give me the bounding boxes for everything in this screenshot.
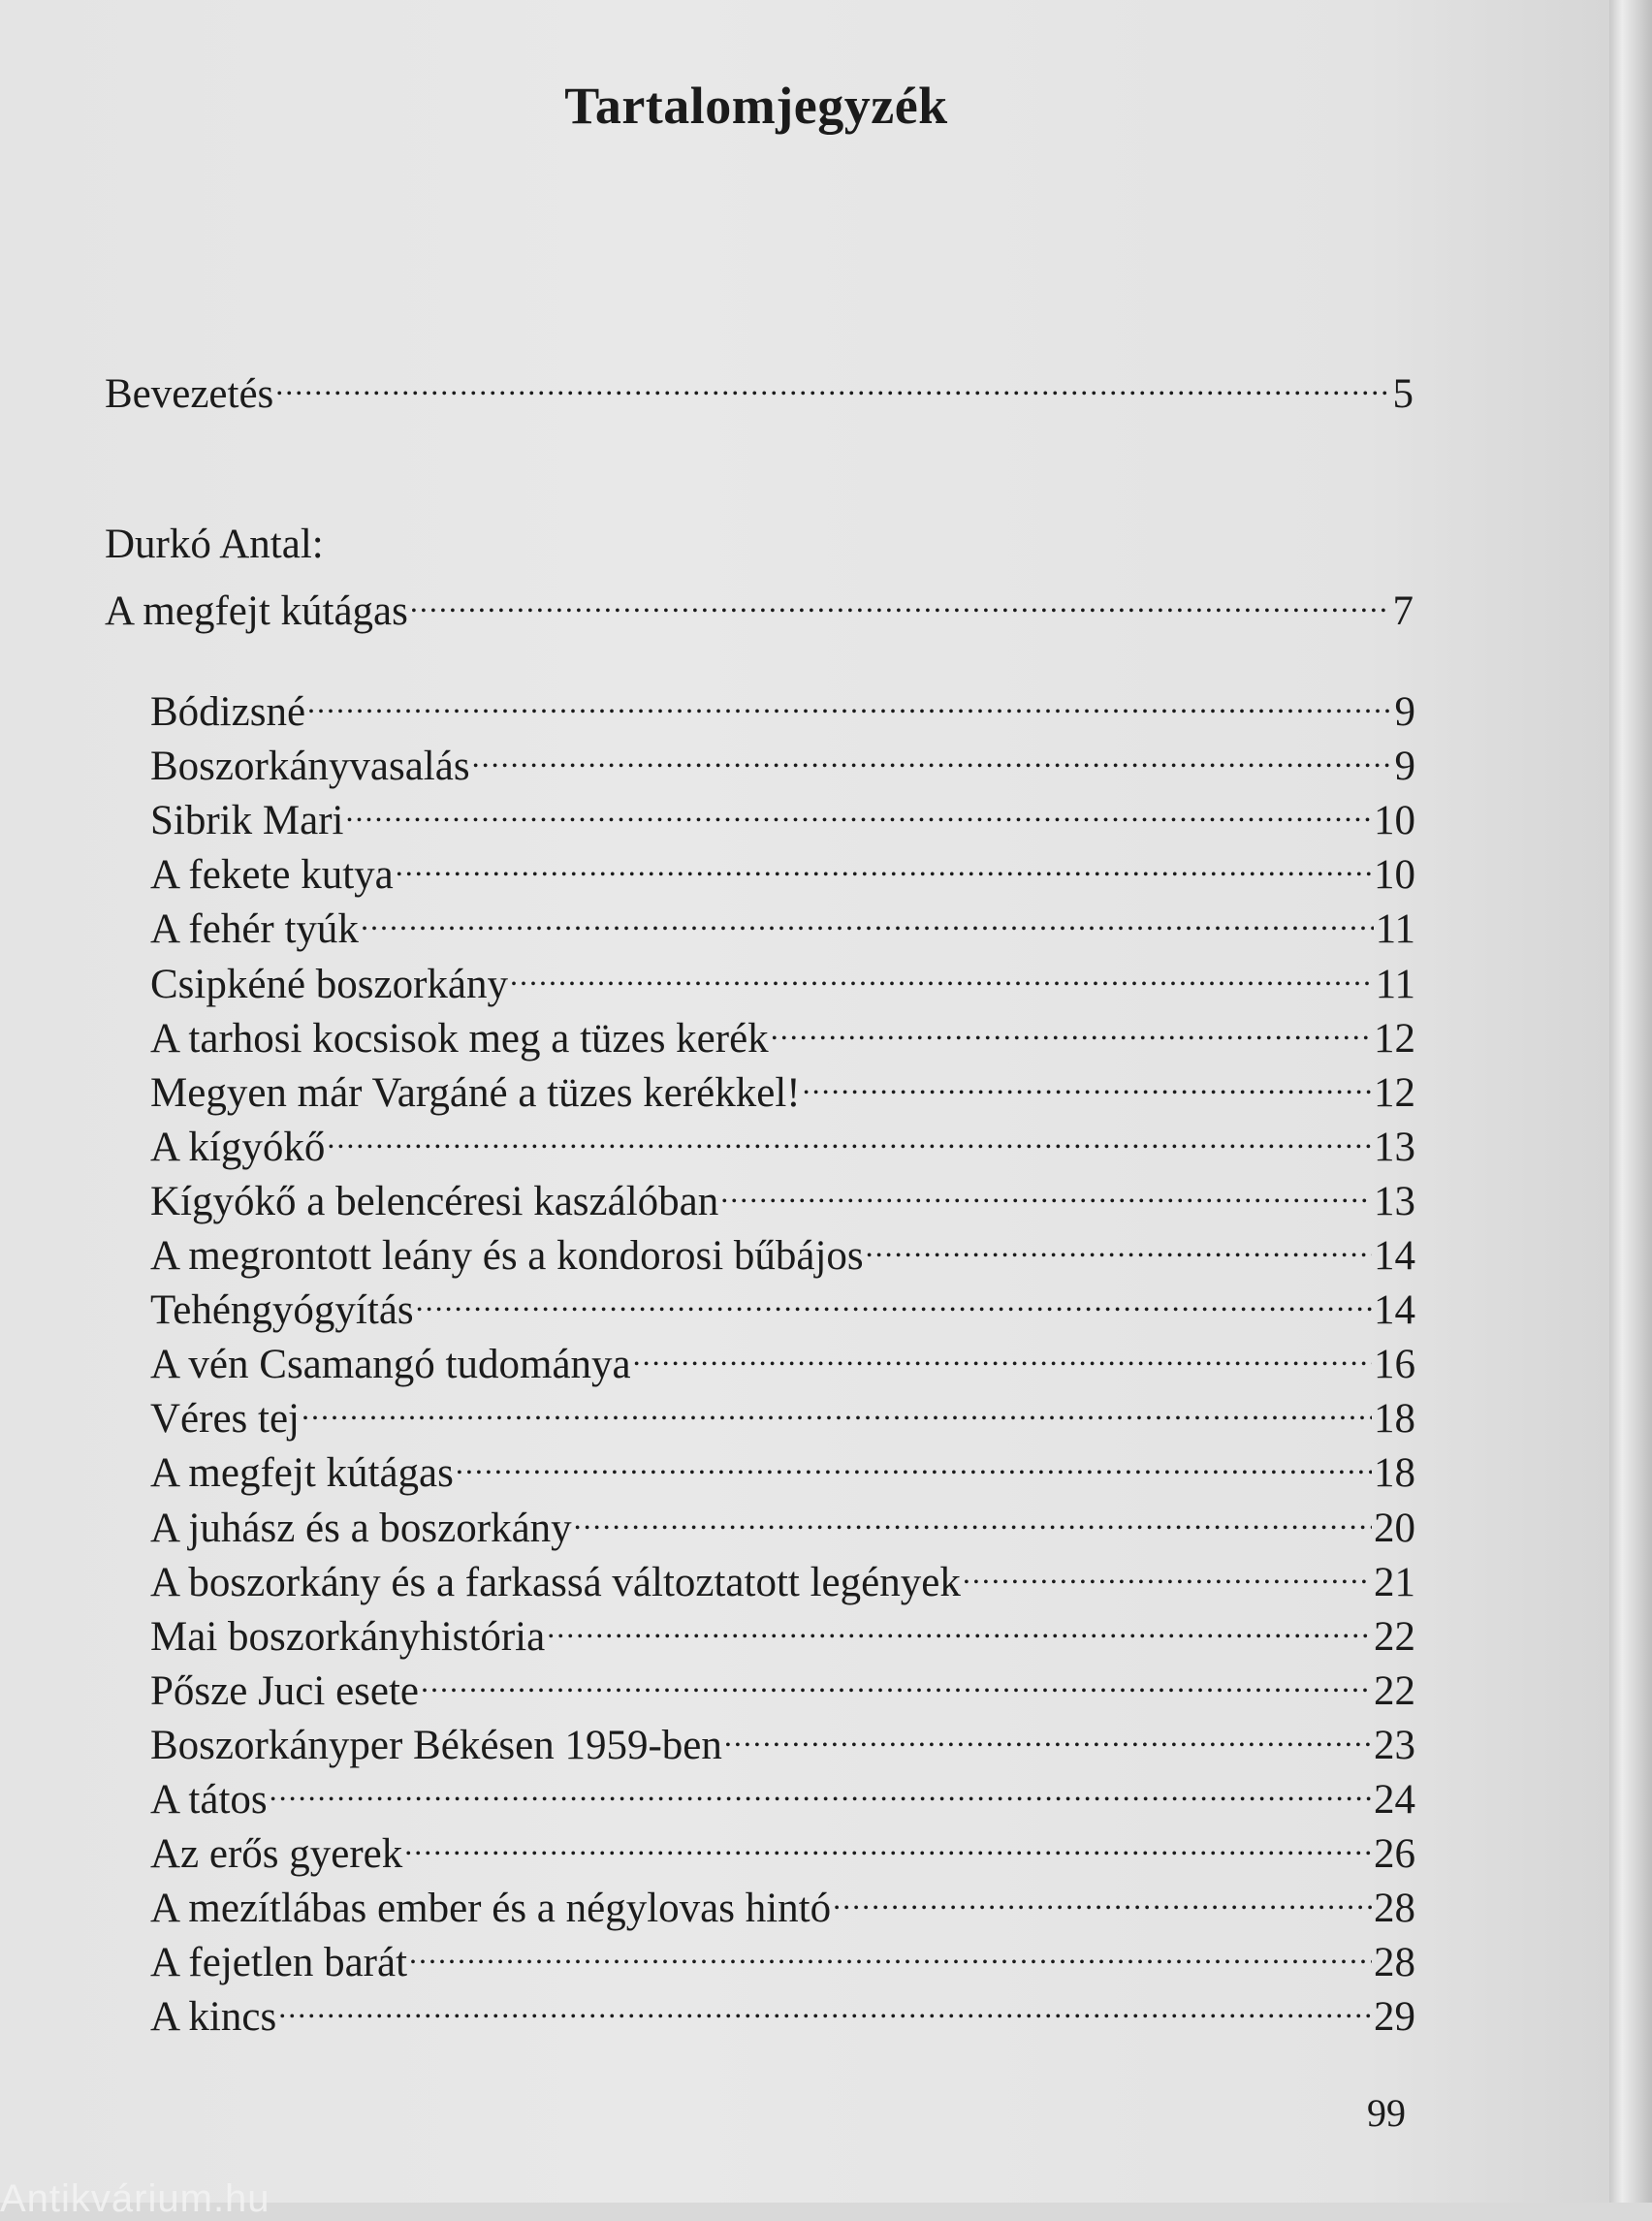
toc-entry-label: A tarhosi kocsisok meg a tüzes kerék [150,1016,769,1062]
dot-leader [963,1545,1372,1596]
toc-entry [150,675,1415,735]
dot-leader [278,1980,1372,2030]
toc-entry-page: 12 [1374,1016,1415,1062]
toc-entry [150,1654,1415,1714]
dot-leader [771,1001,1372,1052]
toc-entry-label: Boszorkányper Békésen 1959-ben [150,1723,722,1768]
toc-entry [150,1110,1415,1170]
toc-entry [150,1164,1415,1224]
toc-entry-page: 10 [1374,798,1415,843]
toc-entry-page: 28 [1374,1940,1415,1985]
toc-entry-page: 14 [1374,1233,1415,1279]
toc-entry-page: 7 [1392,588,1414,634]
toc-entry [150,1817,1415,1877]
toc-entry-label: Bódizsné [150,689,306,735]
dot-leader [547,1600,1372,1650]
toc-entry-label: Véres tej [150,1396,301,1442]
dot-leader [472,729,1393,779]
dot-leader [307,675,1392,725]
dot-leader [409,1925,1372,1976]
toc-entry-label: Sibrik Mari [150,798,344,843]
toc-entry-label: A megrontott leány és a kondorosi bűbájos [150,1233,864,1279]
dot-leader [724,1708,1372,1759]
toc-entry-label: A tátos [150,1777,268,1823]
toc-entry-label: Az erős gyerek [150,1831,403,1877]
toc-entry-page: 29 [1374,1994,1415,2040]
watermark-text: Antikvárium.hu [0,2177,270,2220]
toc-entry-page: 12 [1374,1070,1415,1116]
toc-entry-label: A juhász és a boszorkány [150,1506,572,1551]
dot-leader [410,574,1391,624]
toc-entry-label: A kincs [150,1994,277,2040]
toc-entry-label: A megfejt kútágas [105,588,408,634]
toc-entry-page: 20 [1374,1506,1415,1551]
toc-entry [150,1001,1415,1062]
toc-entry [150,1925,1415,1985]
toc-entry-page: 18 [1374,1396,1415,1442]
toc-entry-intro [105,357,1414,417]
toc-entry-page: 28 [1374,1886,1415,1931]
toc-entry [150,1762,1415,1823]
toc-entry-page: 14 [1374,1287,1415,1333]
toc-entry-label: A kígyókő [150,1125,326,1170]
toc-entry-label: Bevezetés [105,371,274,417]
dot-leader [302,1381,1372,1432]
toc-entry [150,1381,1415,1442]
toc-entry-label: Megyen már Vargáné a tüzes kerékkel! [150,1070,801,1116]
toc-entry-label: A vén Csamangó tudománya [150,1342,631,1387]
toc-entry [150,1600,1415,1660]
page-title: Tartalomjegyzék [564,77,948,135]
dot-leader [421,1654,1372,1704]
toc-entry-label: Csipkéné boszorkány [150,962,509,1007]
toc-entry [150,1436,1415,1496]
dot-leader [866,1219,1372,1269]
dot-leader [574,1491,1372,1541]
dot-leader [404,1817,1372,1867]
dot-leader [833,1871,1372,1921]
toc-entry-collection [105,574,1414,634]
toc-entry-page: 24 [1374,1777,1415,1823]
dot-leader [327,1110,1372,1160]
toc-entry-label: A mezítlábas ember és a négylovas hintó [150,1886,832,1931]
dot-leader [270,1762,1372,1813]
toc-entry-page: 9 [1394,744,1415,789]
toc-entry-label: Kígyókő a belencéresi kaszálóban [150,1179,719,1224]
toc-entry-page: 21 [1374,1560,1415,1605]
toc-entry-page: 23 [1374,1723,1415,1768]
toc-entry-page: 16 [1374,1342,1415,1387]
toc-entry-label: A fehér tyúk [150,906,359,952]
dot-leader [345,783,1372,834]
dot-leader [633,1327,1372,1378]
toc-entry [150,783,1415,843]
toc-entry [150,1980,1415,2040]
dot-leader [361,892,1374,942]
dot-leader [456,1436,1372,1486]
toc-entry [150,1545,1415,1605]
page-edge-shadow [1609,0,1652,2203]
toc-entry-page: 11 [1375,906,1415,952]
author-heading: Durkó Antal: [105,522,324,567]
toc-entry-page: 26 [1374,1831,1415,1877]
toc-entry [150,892,1415,952]
toc-entry-label: Boszorkányvasalás [150,744,470,789]
dot-leader [396,838,1372,888]
dot-leader [275,357,1390,407]
toc-entry-page: 13 [1374,1125,1415,1170]
toc-entry-page: 18 [1374,1450,1415,1496]
toc-entry-page: 9 [1394,689,1415,735]
toc-entry-label: A fejetlen barát [150,1940,408,1985]
toc-entry [150,1871,1415,1931]
toc-entry-page: 13 [1374,1179,1415,1224]
toc-entry-label: Mai boszorkányhistória [150,1614,546,1660]
toc-entry-page: 5 [1392,371,1414,417]
toc-entry [150,729,1415,789]
dot-leader [510,947,1374,998]
page-number: 99 [1367,2091,1406,2135]
toc-entry-page: 22 [1374,1668,1415,1714]
toc-entry [150,947,1415,1007]
toc-entry [150,1327,1415,1387]
toc-entry-label: A megfejt kútágas [150,1450,454,1496]
toc-entry-label: Tehéngyógyítás [150,1287,414,1333]
dot-leader [803,1056,1372,1106]
toc-entry-label: A fekete kutya [150,852,394,898]
toc-entry [150,1056,1415,1116]
toc-entry [150,838,1415,898]
dot-leader [416,1273,1372,1323]
toc-entry [150,1491,1415,1551]
dot-leader [720,1164,1372,1215]
toc-entry-page: 10 [1374,852,1415,898]
toc-entry-label: A boszorkány és a farkassá változtatott legények [150,1560,961,1605]
toc-entry-label: Pősze Juci esete [150,1668,420,1714]
toc-entry [150,1708,1415,1768]
toc-entry-page: 11 [1375,962,1415,1007]
toc-entry-page: 22 [1374,1614,1415,1660]
toc-entry [150,1273,1415,1333]
toc-entry [150,1219,1415,1279]
